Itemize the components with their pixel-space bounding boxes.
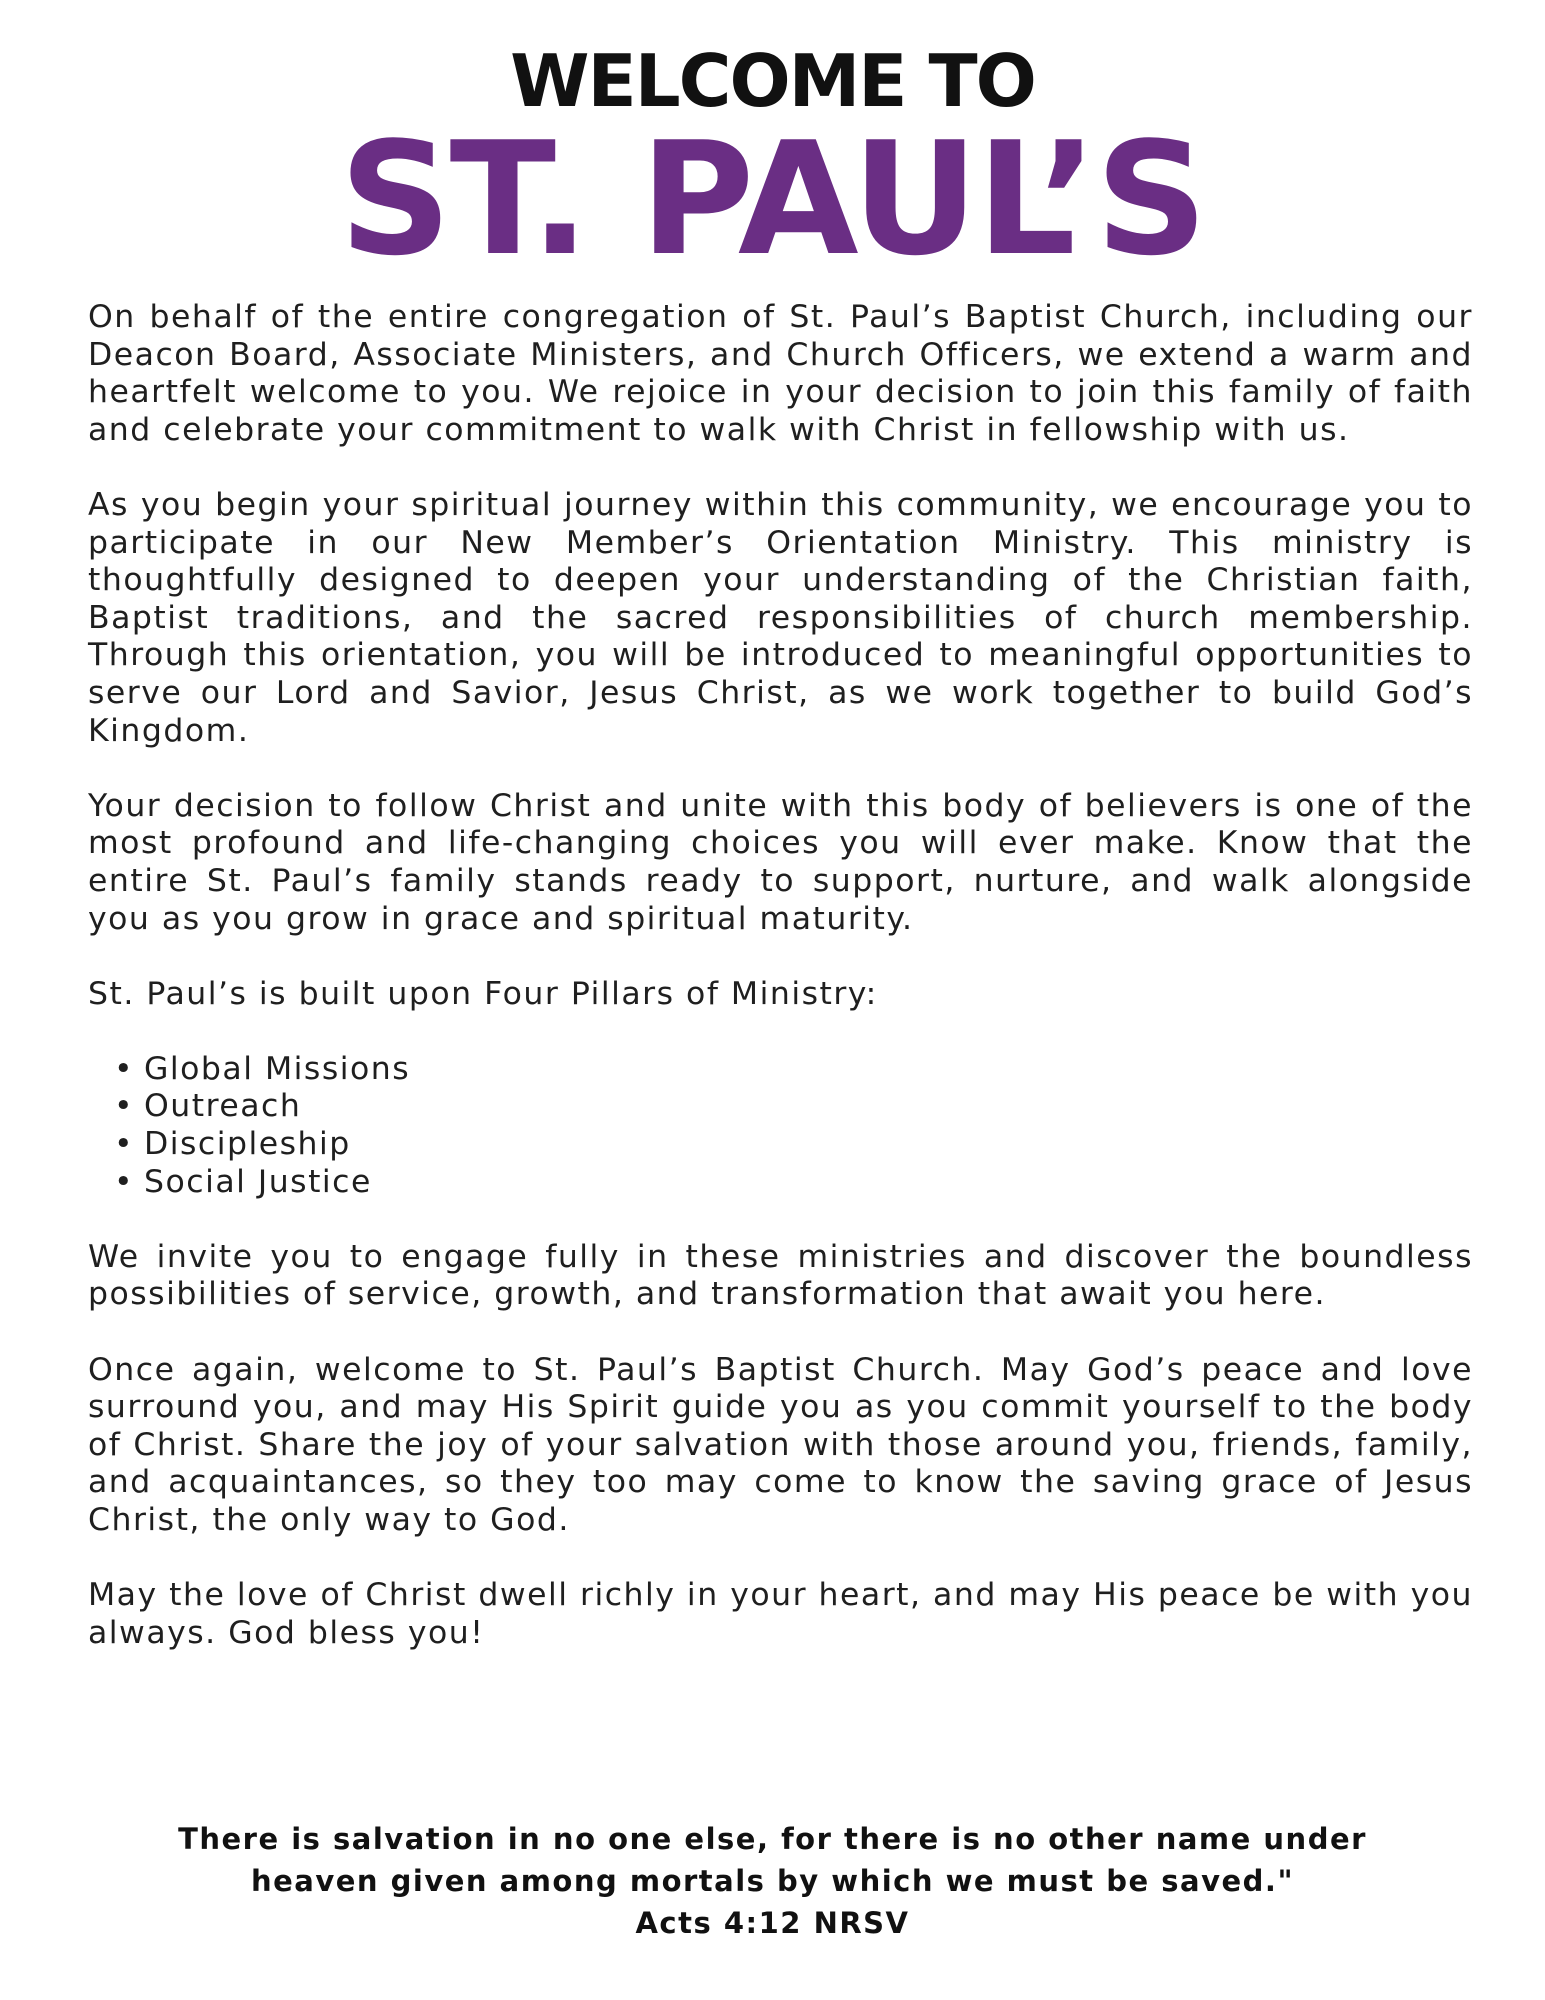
paragraph-welcome-again: Once again, welcome to St. Paul’s Baptist Church. May God’s peace and love surround you, and may His Spirit guide you as you commit yourself to the body of Christ. Share the joy of your salvation with those around you, friends, family, and acquaintances, so they too may come to know the saving grace of Jesus Christ, the only way to God. (88, 1351, 1473, 1538)
welcome-heading: WELCOME TO (510, 39, 1035, 123)
scripture-reference: Acts 4:12 NRSV (635, 1906, 910, 1940)
page-header (0, 38, 1545, 290)
pillars-list (88, 1051, 1473, 1201)
list-item (114, 1163, 1473, 1202)
bullet-icon: • (114, 1126, 135, 1163)
pillars-intro: St. Paul’s is built upon Four Pillars of Ministry: (88, 975, 878, 1012)
bullet-icon: • (114, 1050, 135, 1087)
scripture-line-2: heaven given among mortals by which we must be saved." (250, 1864, 1295, 1898)
paragraph-greeting: On behalf of the entire congregation of St. Paul’s Baptist Church, including our Deacon Board, Associate Ministers, and Church Officers, we extend a warm and heartfelt welcome to you. We rejoice in your decision to join this family of faith and celebrate your commitment to walk with Christ in fellowship with us. (88, 299, 1473, 448)
bullet-icon: • (114, 1088, 135, 1125)
list-item (114, 1088, 1473, 1126)
pillar-label: Outreach (144, 1088, 302, 1125)
pillar-label: Discipleship (144, 1126, 351, 1163)
bullet-icon: • (114, 1163, 135, 1200)
list-item (114, 1050, 1473, 1089)
scripture-line-1: There is salvation in no one else, for there is no other name under (178, 1822, 1367, 1856)
pillar-label: Global Missions (144, 1050, 411, 1087)
paragraph-invitation: We invite you to engage fully in these ministries and discover the boundless possibilities of service, growth, and transformation that await you here. (88, 1238, 1473, 1313)
paragraph-orientation: As you begin your spiritual journey within this community, we encourage you to participate in our New Member’s Orientation Ministry. This ministry is thoughtfully designed to deepen your understanding of the Christian faith, Baptist traditions, and the sacred responsibilities of church membership. Through this orientation, you will be introduced to meaningful opportunities to serve our Lord and Savior, Jesus Christ, as we work together to build God’s Kingdom. (88, 486, 1473, 749)
letter-body (88, 299, 1473, 1690)
paragraph-blessing: May the love of Christ dwell richly in your heart, and may His peace be with you always. God bless you! (88, 1577, 1473, 1651)
list-item (114, 1126, 1473, 1164)
paragraph-decision: Your decision to follow Christ and unite with this body of believers is one of the most profound and life-changing choices you will ever make. Know that the entire St. Paul’s family stands ready to support, nurture, and walk alongside you as you grow in grace and spiritual maturity. (88, 787, 1473, 937)
church-name-heading: ST. PAUL’S (339, 108, 1206, 290)
pillar-label: Social Justice (144, 1163, 372, 1200)
scripture-quote (0, 1818, 1545, 1944)
